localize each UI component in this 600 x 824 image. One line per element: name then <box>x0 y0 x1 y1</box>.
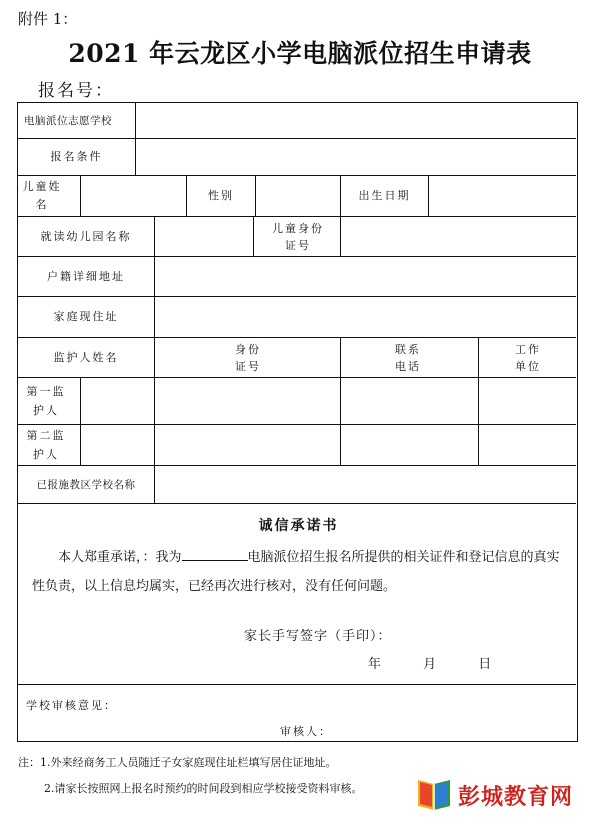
parent-signature-label: 家长手写签字（手印）： <box>244 629 392 644</box>
pledge-title: 诚信承诺书 <box>258 518 339 534</box>
household-address-label: 户籍详细地址 <box>47 269 125 283</box>
birth-date-label: 出生日期 <box>358 189 411 202</box>
enroll-conditions-field[interactable] <box>136 139 576 175</box>
book-logo-icon <box>414 776 454 814</box>
enroll-conditions-label: 报名条件 <box>50 150 103 163</box>
birth-date-field[interactable] <box>429 176 576 216</box>
pledge-body <box>32 543 564 601</box>
watermark-text: 彭城教育网 <box>458 784 574 810</box>
school-opinion-label: 学校审核意见： <box>26 699 117 712</box>
guardian-name-header: 监护人姓名 <box>53 350 119 364</box>
registration-number-label: 报名号： <box>38 81 114 101</box>
pledge-text-part1: 本人郑重承诺，：我为 <box>58 550 182 565</box>
child-id-field[interactable] <box>341 217 576 256</box>
footnotes <box>18 750 363 802</box>
current-address-label: 家庭现住址 <box>53 310 119 323</box>
note-2: 2.请家长按照网上报名时预约的时间段到相应学校接受资料审核。 <box>44 782 363 795</box>
page-title: 2021 年云龙区小学电脑派位招生申请表 <box>68 39 532 68</box>
signature-date: 年 月 日 <box>368 657 492 672</box>
phone-header: 联系电话 <box>395 342 421 373</box>
application-form-table <box>17 102 578 742</box>
guardian2-work-field[interactable] <box>479 425 576 465</box>
reviewer-label: 审核人： <box>280 725 332 738</box>
guardian1-phone-field[interactable] <box>341 378 478 424</box>
other-district-school-field[interactable] <box>155 466 576 503</box>
school-name-blank[interactable] <box>182 546 248 561</box>
gender-label: 性别 <box>208 189 234 202</box>
work-unit-header: 工作单位 <box>515 342 541 373</box>
guardian2-label: 第二监护人 <box>26 429 66 461</box>
pledge-text-part2: 电脑派位招生报名所提供的相关证件和登记信息的真实性负责，以上信息均属实，已经再次进行核对，没有任何问题。 <box>32 550 560 594</box>
watermark-logo <box>414 774 594 816</box>
household-address-field[interactable] <box>155 257 576 296</box>
attachment-label: 附件 1： <box>18 10 78 28</box>
guardian2-name-field[interactable] <box>81 425 154 465</box>
guardian2-phone-field[interactable] <box>341 425 478 465</box>
child-name-label: 儿童姓名 <box>22 180 62 211</box>
kindergarten-label: 就读幼儿园名称 <box>40 229 132 243</box>
child-id-label: 儿童身份证号 <box>272 221 324 252</box>
current-address-field[interactable] <box>155 297 576 337</box>
gender-field[interactable] <box>256 176 340 216</box>
guardian1-name-field[interactable] <box>81 378 154 424</box>
kindergarten-field[interactable] <box>155 217 253 256</box>
guardian2-id-field[interactable] <box>155 425 340 465</box>
note-1: 注：1.外来经商务工人员随迁子女家庭现住址栏填写居住证地址。 <box>18 756 337 769</box>
other-district-school-label: 已报施教区学校名称 <box>36 478 136 491</box>
guardian1-id-field[interactable] <box>155 378 340 424</box>
guardian1-label: 第一监护人 <box>26 385 66 417</box>
preferred-school-label: 电脑派位志愿学校 <box>24 114 112 127</box>
guardian1-work-field[interactable] <box>479 378 576 424</box>
child-name-field[interactable] <box>81 176 186 216</box>
preferred-school-field[interactable] <box>136 103 576 138</box>
id-number-header: 身份证号 <box>235 342 261 373</box>
